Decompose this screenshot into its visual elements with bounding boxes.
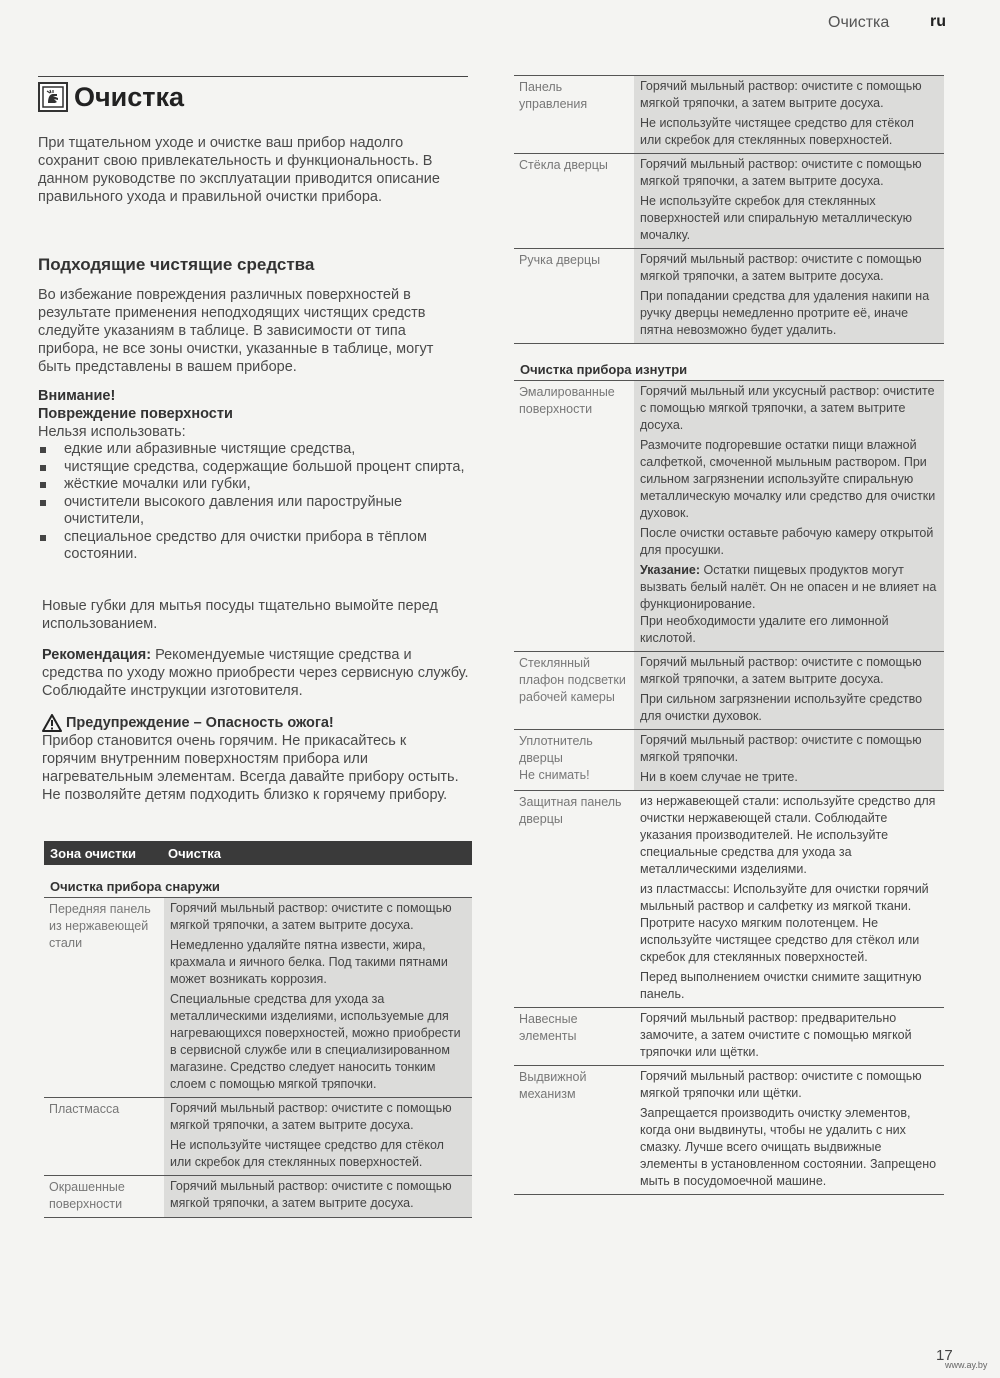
attention-subtitle: Повреждение поверхности — [38, 406, 233, 422]
note-extra: При необходимости удалите его лимонной кислотой. — [640, 614, 889, 645]
description-cell — [164, 1176, 472, 1217]
description-paragraph: Горячий мыльный раствор: очистите с помощью мягкой тряпочки, а затем вытрите досуха. — [170, 1179, 452, 1210]
description-cell — [164, 898, 472, 1097]
table-bottom-rule — [514, 1194, 944, 1195]
list-item: чистящие средства, содержащие большой процент спирта, — [38, 459, 468, 477]
description-cell — [634, 1008, 944, 1065]
description-paragraph: Размочите подгоревшие остатки пищи влажной салфеткой, смоченной мыльным раствором. При сильном загрязнении используйте спиральную металлическую мочалку или средство для очистки духовок. — [640, 438, 936, 520]
column-header-zone: Зона очистки — [50, 845, 137, 861]
attention-block — [38, 387, 468, 564]
running-header-section: Очистка — [828, 14, 890, 31]
inside-group-heading: Очистка прибора изнутри — [520, 362, 688, 377]
description-paragraph: Не используйте чистящее средство для стёкол или скребок для стеклянных поверхностей. — [640, 116, 914, 147]
watermark: www.ay.by — [945, 1360, 988, 1370]
table-row — [514, 729, 944, 790]
description-cell — [634, 652, 944, 729]
outside-group-heading: Очистка прибора снаружи — [50, 879, 220, 894]
description-paragraph: Горячий мыльный раствор: очистите с помощью мягкой тряпочки, а затем вытрите досуха. — [170, 901, 452, 932]
description-paragraph: Горячий мыльный раствор: предварительно замочите, а затем очистите с помощью мягкой тряпочки или щётки. — [640, 1011, 912, 1059]
cleaning-table-left — [44, 841, 472, 1218]
description-paragraph: Горячий мыльный раствор: очистите с помощью мягкой тряпочки, а затем вытрите досуха. — [640, 157, 922, 188]
description-paragraph: Горячий мыльный раствор: очистите с помощью мягкой тряпочки, а затем вытрите досуха. — [640, 79, 922, 110]
zone-cell: Ручка дверцы — [519, 253, 601, 267]
zone-cell: Защитная панель дверцы — [519, 795, 622, 826]
sponge-note: Новые губки для мытья посуды тщательно вымойте перед использованием. — [42, 598, 438, 632]
zone-cell: Панель управления — [519, 80, 588, 111]
table-bottom-rule — [44, 1217, 472, 1218]
description-paragraph: Горячий мыльный раствор: очистите с помощью мягкой тряпочки или щётки. — [640, 1069, 922, 1100]
table-header — [44, 841, 472, 865]
description-paragraph: После очистки оставьте рабочую камеру открытой для просушки. — [640, 526, 934, 557]
table-row — [514, 75, 944, 153]
page-number: 17 — [936, 1347, 953, 1364]
table-row — [514, 380, 944, 651]
note-text: Остатки пищевых продуктов могут вызвать белый налёт. Он не опасен и не влияет на функционирование. — [640, 563, 937, 611]
description-paragraph: Перед выполнением очистки снимите защитную панель. — [640, 970, 922, 1001]
page-title: Очистка — [74, 81, 185, 112]
recommendation-text: Рекомендуемые чистящие средства и средства по уходу можно приобрести через сервисную службу. Соблюдайте инструкции изготовителя. — [42, 647, 469, 699]
zone-cell: Навесные элементы — [519, 1012, 578, 1043]
suitable-paragraph: Во избежание повреждения различных поверхностей в результате применения неподходящих чистящих средств следуйте указаниям в таблице. В зависимости от типа прибора, не все зоны очистки, указанные в таблице, могут быть представлены в вашем приборе. — [38, 287, 434, 375]
note-paragraph — [640, 562, 938, 647]
recommendation-paragraph — [38, 646, 472, 700]
description-paragraph: Не используйте скребок для стеклянных поверхностей или спиральную металлическую мочалку. — [640, 194, 912, 242]
zone-cell: Стеклянный плафон подсветки рабочей камеры — [519, 656, 626, 704]
note-label: Указание: — [640, 563, 701, 577]
table-row — [514, 790, 944, 1007]
description-cell — [634, 154, 944, 248]
description-paragraph: Ни в коем случае не трите. — [640, 770, 798, 784]
zone-cell: Выдвижной механизм — [519, 1070, 587, 1101]
page-title-block — [38, 80, 184, 114]
description-paragraph: Горячий мыльный раствор: очистите с помощью мягкой тряпочки. — [640, 733, 922, 764]
description-paragraph: Горячий мыльный раствор: очистите с помощью мягкой тряпочки, а затем вытрите досуха. — [640, 655, 922, 686]
suitable-heading: Подходящие чистящие средства — [38, 255, 315, 274]
description-cell — [164, 1098, 472, 1175]
description-cell — [634, 1066, 944, 1194]
zone-cell: Пластмасса — [49, 1102, 120, 1116]
description-paragraph: Горячий мыльный раствор: очистите с помощью мягкой тряпочки, а затем вытрите досуха. — [640, 252, 922, 283]
description-paragraph: При сильном загрязнении используйте средство для очистки духовок. — [640, 692, 923, 723]
table-row — [44, 1097, 472, 1175]
description-paragraph: из нержавеющей стали: используйте средство для очистки нержавеющей стали. Соблюдайте указания производителей. Не используйте специальные средства для ухода за металлическими изделиями. — [640, 794, 936, 876]
table-row — [44, 897, 472, 1097]
zone-cell — [514, 730, 634, 790]
prohibited-list — [38, 441, 468, 564]
list-item: очистители высокого давления или пароструйные очистители, — [38, 494, 468, 529]
table-row — [514, 248, 944, 343]
zone-cell: Стёкла дверцы — [519, 158, 608, 172]
description-cell — [634, 381, 944, 651]
zone-note: Не снимать! — [519, 768, 590, 782]
zone-name: Уплотнитель дверцы — [519, 734, 593, 765]
zone-cell: Эмалированные поверхности — [519, 385, 615, 416]
description-cell — [634, 249, 944, 343]
description-paragraph: Немедленно удаляйте пятна извести, жира, крахмала и яичного белка. Под такими пятнами может возникать коррозия. — [170, 938, 448, 986]
description-cell — [634, 791, 944, 1007]
attention-lead: Нельзя использовать: — [38, 424, 186, 440]
title-rule — [38, 76, 468, 77]
description-cell — [634, 76, 944, 153]
cleaning-hand-icon — [38, 82, 68, 112]
cleaning-table-right — [514, 75, 944, 1195]
recommendation-label: Рекомендация: — [42, 647, 152, 663]
burn-warning — [38, 714, 472, 804]
running-header-language: ru — [930, 13, 946, 30]
attention-title: Внимание! — [38, 388, 116, 404]
burn-warning-title-row — [42, 714, 472, 732]
table-row — [514, 1065, 944, 1194]
table-row — [514, 651, 944, 729]
table-row — [44, 1175, 472, 1217]
table-row — [514, 153, 944, 248]
description-paragraph: При попадании средства для удаления накипи на ручку дверцы немедленно протрите её, иначе пятна невозможно будет удалить. — [640, 289, 930, 337]
burn-warning-title: Предупреждение – Опасность ожога! — [66, 715, 334, 731]
description-paragraph: из пластмассы: Используйте для очистки горячий мыльный раствор и салфетку из мягкой ткани. Протрите насухо мягким полотенцем. Не используйте чистящее средство для стёкол или скребок для стеклянных поверхностей. — [640, 882, 929, 964]
column-header-cleaning: Очистка — [168, 845, 221, 861]
warning-triangle-icon — [42, 714, 62, 732]
zone-cell: Передняя панель из нержавеющей стали — [49, 902, 151, 950]
description-paragraph: Горячий мыльный раствор: очистите с помощью мягкой тряпочки, а затем вытрите досуха. — [170, 1101, 452, 1132]
description-cell — [634, 730, 944, 790]
list-item: специальное средство для очистки прибора в тёплом состоянии. — [38, 529, 468, 564]
list-item: едкие или абразивные чистящие средства, — [38, 441, 468, 459]
description-paragraph: Не используйте чистящее средство для стёкол или скребок для стеклянных поверхностей. — [170, 1138, 444, 1169]
list-item: жёсткие мочалки или губки, — [38, 476, 468, 494]
description-paragraph: Горячий мыльный или уксусный раствор: очистите с помощью мягкой тряпочки, а затем вытрите досуха. — [640, 384, 935, 432]
burn-warning-text: Прибор становится очень горячим. Не прикасайтесь к горячим внутренним поверхностям прибора или нагревательным элементам. Всегда давайте прибору остыть. Не позволяйте детям подходить близко к горячему прибору. — [42, 733, 459, 803]
zone-cell: Окрашенные поверхности — [49, 1180, 125, 1211]
intro-paragraph: При тщательном уходе и очистке ваш прибор надолго сохранит свою привлекательность и функциональность. В данном руководстве по эксплуатации приводится описание правильного ухода и правильной очистки прибора. — [38, 135, 440, 205]
table-row — [514, 1007, 944, 1065]
description-paragraph: Запрещается производить очистку элементов, когда они выдвинуты, чтобы не удалить с них смазку. Лучше всего очищать выдвижные элементы в установленном состоянии. Запрещено мыть в посудомоечной машине. — [640, 1106, 937, 1188]
description-paragraph: Специальные средства для ухода за металлическими изделиями, используемые для нагревающихся поверхностей, можно приобрести в сервисной службе или в специализированном магазине. Средство следует наносить тонким слоем с помощью мягкой тряпочки. — [170, 992, 461, 1091]
